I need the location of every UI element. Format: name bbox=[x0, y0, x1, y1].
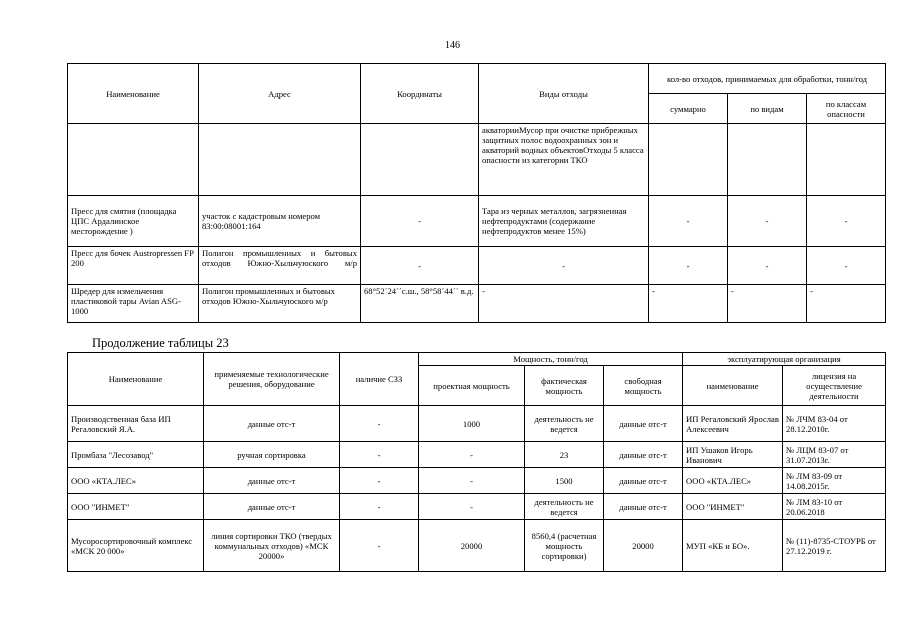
cell-free-capacity: данные отс-т bbox=[604, 468, 683, 494]
cell-technology: данные отс-т bbox=[204, 494, 340, 520]
cell-name: Пресс для смятия (площадка ЦПС Ардалинское месторождение ) bbox=[68, 196, 199, 247]
cell-free-capacity: данные отс-т bbox=[604, 442, 683, 468]
cell-license: № ЛЦМ 83-07 от 31.07.2013г. bbox=[783, 442, 886, 468]
cell-coordinates: 68°52´24´´с.ш., 58°58´44´´ в.д. bbox=[361, 285, 479, 323]
table-caption: Продолжение таблицы 23 bbox=[92, 336, 229, 350]
cell-free-capacity: данные отс-т bbox=[604, 406, 683, 442]
cell-by-class: - bbox=[807, 196, 886, 247]
cell-license: № ЛМ 83-09 от 14.08.2015г. bbox=[783, 468, 886, 494]
header-quantity-group: кол-во отходов, принимаемых для обработки, тонн/год bbox=[649, 64, 886, 94]
table-row bbox=[68, 196, 886, 247]
cell-coordinates: - bbox=[361, 247, 479, 285]
cell-name: Промбаза "Лесозавод" bbox=[68, 442, 204, 468]
cell-technology: ручная сортировка bbox=[204, 442, 340, 468]
facilities-table bbox=[67, 352, 886, 572]
cell-waste: акваторииМусор при очистке прибрежных защитных полос водоохранных зон и акваторий водных объектовОтходы 5 класса опасности из категории ТКО bbox=[479, 124, 649, 196]
table-row bbox=[68, 468, 886, 494]
cell-free-capacity: 20000 bbox=[604, 520, 683, 572]
header-address: Адрес bbox=[199, 64, 361, 124]
table-row bbox=[68, 285, 886, 323]
cell-name: Шредер для измельчения пластиковой тары Avian ASG-1000 bbox=[68, 285, 199, 323]
cell-szz: - bbox=[340, 520, 419, 572]
cell-technology: данные отс-т bbox=[204, 406, 340, 442]
header-coordinates: Координаты bbox=[361, 64, 479, 124]
cell-name: ООО «КТА.ЛЕС» bbox=[68, 468, 204, 494]
cell-waste: - bbox=[479, 247, 649, 285]
cell-operator-name: ООО "ИНМЕТ" bbox=[683, 494, 783, 520]
header-operator-name: наименование bbox=[683, 366, 783, 406]
table-row bbox=[68, 494, 886, 520]
cell-design-capacity: 1000 bbox=[419, 406, 525, 442]
cell-operator-name: ИП Регаловский Ярослав Алексеевич bbox=[683, 406, 783, 442]
cell-name: Мусоросортировочный комплекс «МСК 20 000» bbox=[68, 520, 204, 572]
cell-name: Пресс для бочек Austropressen FP 200 bbox=[68, 247, 199, 285]
table-row bbox=[68, 442, 886, 468]
cell-operator-name: ИП Ушаков Игорь Иванович bbox=[683, 442, 783, 468]
cell-address: Полигон промышленных и бытовых отходов Южно-Хыльчуюского м/р bbox=[199, 247, 361, 285]
cell-by-class bbox=[807, 124, 886, 196]
header-waste-types: Виды отходы bbox=[479, 64, 649, 124]
cell-license: № (11)-8735-СТОУРБ от 27.12.2019 г. bbox=[783, 520, 886, 572]
cell-by-type: - bbox=[728, 247, 807, 285]
header-free-capacity: свободная мощность bbox=[604, 366, 683, 406]
cell-coordinates bbox=[361, 124, 479, 196]
cell-address bbox=[199, 124, 361, 196]
cell-szz: - bbox=[340, 494, 419, 520]
cell-address: участок с кадастровым номером 83:00:08001:164 bbox=[199, 196, 361, 247]
waste-processing-table bbox=[67, 63, 886, 323]
header-actual-capacity: фактическая мощность bbox=[525, 366, 604, 406]
cell-license: № ЛЧМ 83-04 от 28.12.2010г. bbox=[783, 406, 886, 442]
cell-design-capacity: 20000 bbox=[419, 520, 525, 572]
cell-license: № ЛМ 83-10 от 20.06.2018 bbox=[783, 494, 886, 520]
header-technology: применяемые технологические решения, оборудование bbox=[204, 353, 340, 406]
cell-szz: - bbox=[340, 406, 419, 442]
cell-by-type: - bbox=[728, 196, 807, 247]
page-number: 146 bbox=[445, 40, 460, 51]
cell-waste: Тара из черных металлов, загрязненная нефтепродуктами (содержание нефтепродуктов менее 15%) bbox=[479, 196, 649, 247]
cell-name bbox=[68, 124, 199, 196]
table-row bbox=[68, 124, 886, 196]
cell-name: ООО "ИНМЕТ" bbox=[68, 494, 204, 520]
cell-actual-capacity: 1500 bbox=[525, 468, 604, 494]
cell-design-capacity: - bbox=[419, 468, 525, 494]
cell-address: Полигон промышленных и бытовых отходов Южно-Хыльчуюского м/р bbox=[199, 285, 361, 323]
cell-technology: данные отс-т bbox=[204, 468, 340, 494]
cell-total: - bbox=[649, 285, 728, 323]
cell-total bbox=[649, 124, 728, 196]
cell-szz: - bbox=[340, 468, 419, 494]
cell-total: - bbox=[649, 196, 728, 247]
cell-szz: - bbox=[340, 442, 419, 468]
cell-coordinates: - bbox=[361, 196, 479, 247]
cell-total: - bbox=[649, 247, 728, 285]
header-capacity-group: Мощность, тонн/год bbox=[419, 353, 683, 366]
header-by-type: по видам bbox=[728, 94, 807, 124]
table-row bbox=[68, 406, 886, 442]
header-by-class: по классам опасности bbox=[807, 94, 886, 124]
cell-free-capacity: данные отс-т bbox=[604, 494, 683, 520]
header-design-capacity: проектная мощность bbox=[419, 366, 525, 406]
cell-technology: линия сортировки ТКО (твердых коммунальных отходов) «МСК 20000» bbox=[204, 520, 340, 572]
header-szz: наличие СЗЗ bbox=[340, 353, 419, 406]
cell-design-capacity: - bbox=[419, 494, 525, 520]
header-name: Наименование bbox=[68, 353, 204, 406]
cell-actual-capacity: 23 bbox=[525, 442, 604, 468]
cell-by-type: - bbox=[728, 285, 807, 323]
header-operator-group: эксплуатирующая организация bbox=[683, 353, 886, 366]
cell-design-capacity: - bbox=[419, 442, 525, 468]
cell-actual-capacity: деятельность не ведется bbox=[525, 494, 604, 520]
cell-actual-capacity: 8560,4 (расчетная мощность сортировки) bbox=[525, 520, 604, 572]
cell-operator-name: ООО «КТА.ЛЕС» bbox=[683, 468, 783, 494]
cell-waste: - bbox=[479, 285, 649, 323]
header-license: лицензия на осуществление деятельности bbox=[783, 366, 886, 406]
table-row bbox=[68, 247, 886, 285]
cell-operator-name: МУП «КБ и БО». bbox=[683, 520, 783, 572]
cell-by-type bbox=[728, 124, 807, 196]
header-name: Наименование bbox=[68, 64, 199, 124]
cell-by-class: - bbox=[807, 247, 886, 285]
table-row bbox=[68, 520, 886, 572]
cell-name: Производственная база ИП Регаловский Я.А. bbox=[68, 406, 204, 442]
header-total: суммарно bbox=[649, 94, 728, 124]
cell-actual-capacity: деятельность не ведется bbox=[525, 406, 604, 442]
cell-by-class: - bbox=[807, 285, 886, 323]
